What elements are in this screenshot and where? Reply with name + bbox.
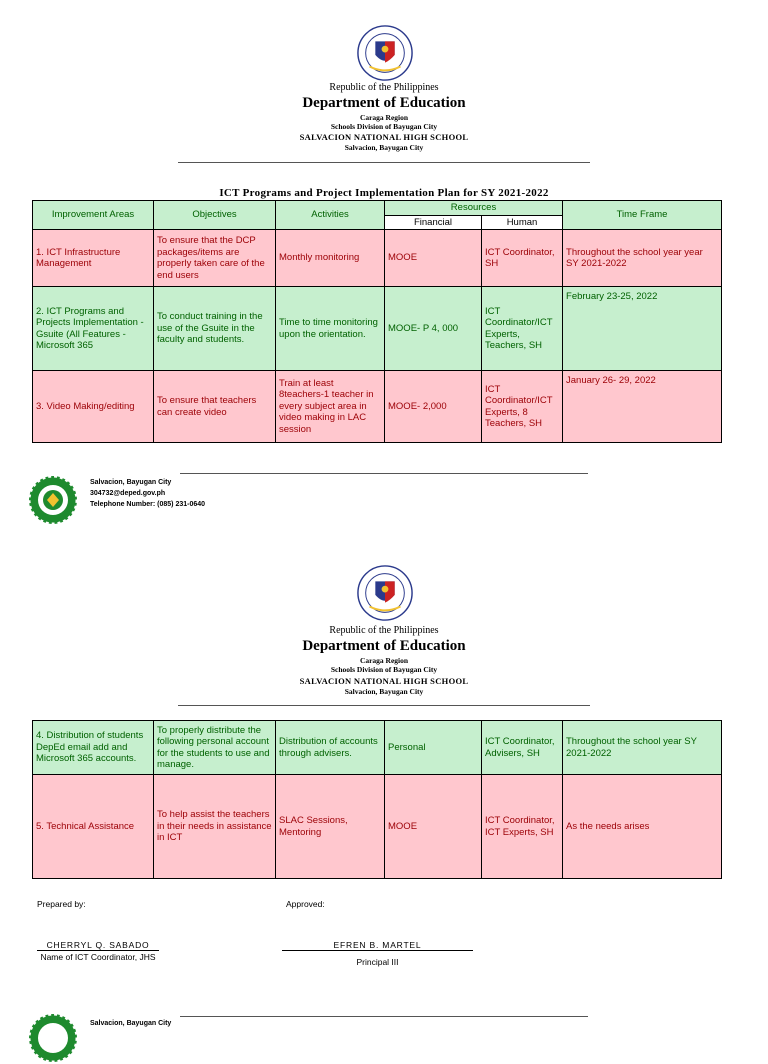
prepared-by-label: Prepared by: — [37, 899, 86, 909]
school-address: Salvacion, Bayugan City — [344, 687, 424, 696]
header-divider — [178, 705, 590, 706]
plan-table-page1 — [32, 200, 722, 443]
header-objectives: Objectives — [154, 201, 276, 230]
deped-seal-icon — [356, 564, 414, 622]
division-text: Schools Division of Bayugan City — [330, 122, 438, 131]
cell-activity: Time to time monitoring upon the orientation. — [276, 287, 385, 371]
approved-label: Approved: — [286, 899, 325, 909]
cell-financial: MOOE — [385, 230, 482, 287]
cell-human: ICT Coordinator, Advisers, SH — [482, 721, 563, 775]
cell-objective: To properly distribute the following personal account for the students to use and manage. — [154, 721, 276, 775]
cell-time-frame: February 23-25, 2022 — [563, 287, 722, 371]
cell-activity: Train at least 8teachers-1 teacher in every subject area in video making in LAC session — [276, 371, 385, 443]
plan-title: ICT Programs and Project Implementation Plan for SY 2021-2022 — [219, 187, 549, 199]
approved-signature-line — [282, 950, 473, 951]
footer-address: Salvacion, Bayugan City — [90, 1020, 172, 1027]
cell-financial: MOOE — [385, 775, 482, 879]
region-text: Caraga Region — [359, 656, 409, 665]
cell-area: 4. Distribution of students DepEd email add and Microsoft 365 accounts. — [33, 721, 154, 775]
footer-address: Salvacion, Bayugan City — [90, 479, 172, 486]
prepared-title: Name of ICT Coordinator, JHS — [40, 952, 156, 962]
plan-table-page2 — [32, 720, 722, 879]
footer-phone: Telephone Number: (085) 231-0640 — [90, 501, 206, 508]
school-address: Salvacion, Bayugan City — [344, 143, 424, 152]
deped-seal-icon — [356, 24, 414, 82]
cell-activity: Monthly monitoring — [276, 230, 385, 287]
region-text: Caraga Region — [359, 113, 409, 122]
cell-time-frame: Throughout the school year year SY 2021-2022 — [563, 230, 722, 287]
footer-email: 304732@deped.gov.ph — [90, 490, 166, 497]
header-time-frame: Time Frame — [563, 201, 722, 230]
school-name: SALVACION NATIONAL HIGH SCHOOL — [299, 132, 469, 142]
footer-contact — [90, 477, 205, 510]
school-logo-icon — [27, 474, 79, 526]
cell-activity: Distribution of accounts through advisers. — [276, 721, 385, 775]
cell-human: ICT Coordinator, SH — [482, 230, 563, 287]
department-title: Department of Education — [302, 638, 466, 654]
approved-name: EFREN B. MARTEL — [333, 940, 422, 950]
cell-financial: Personal — [385, 721, 482, 775]
prepared-name: CHERRYL Q. SABADO — [46, 940, 150, 950]
cell-human: ICT Coordinator/ICT Experts, 8 Teachers, SH — [482, 371, 563, 443]
header-human: Human — [482, 215, 563, 230]
cell-human: ICT Coordinator, ICT Experts, SH — [482, 775, 563, 879]
cell-human: ICT Coordinator/ICT Experts, Teachers, SH — [482, 287, 563, 371]
header-resources: Resources — [385, 201, 563, 216]
cell-objective: To help assist the teachers in their needs in assistance in ICT — [154, 775, 276, 879]
cell-financial: MOOE- 2,000 — [385, 371, 482, 443]
footer-divider — [180, 1016, 588, 1017]
republic-text: Republic of the Philippines — [329, 82, 439, 93]
cell-financial: MOOE- P 4, 000 — [385, 287, 482, 371]
header-activities: Activities — [276, 201, 385, 230]
table-row — [33, 775, 722, 879]
cell-time-frame: Throughout the school year SY 2021-2022 — [563, 721, 722, 775]
table-row — [33, 287, 722, 371]
school-logo-icon — [27, 1012, 79, 1064]
cell-area: 2. ICT Programs and Projects Implementation -Gsuite (All Features -Microsoft 365 — [33, 287, 154, 371]
table-row — [33, 371, 722, 443]
cell-time-frame: January 26- 29, 2022 — [563, 371, 722, 443]
prepared-signature-line — [37, 950, 159, 951]
cell-area: 5. Technical Assistance — [33, 775, 154, 879]
header-improvement-areas: Improvement Areas — [33, 201, 154, 230]
cell-objective: To ensure that the DCP packages/items are properly taken care of the end users — [154, 230, 276, 287]
cell-area: 3. Video Making/editing — [33, 371, 154, 443]
republic-text: Republic of the Philippines — [329, 625, 439, 636]
cell-objective: To conduct training in the use of the Gsuite in the faculty and students. — [154, 287, 276, 371]
school-name: SALVACION NATIONAL HIGH SCHOOL — [299, 676, 469, 686]
division-text: Schools Division of Bayugan City — [330, 665, 438, 674]
cell-time-frame: As the needs arises — [563, 775, 722, 879]
header-financial: Financial — [385, 215, 482, 230]
cell-objective: To ensure that teachers can create video — [154, 371, 276, 443]
cell-activity: SLAC Sessions, Mentoring — [276, 775, 385, 879]
table-row — [33, 721, 722, 775]
header-divider — [178, 162, 590, 163]
cell-area: 1. ICT Infrastructure Management — [33, 230, 154, 287]
department-title: Department of Education — [302, 95, 466, 111]
table-row — [33, 230, 722, 287]
footer-divider — [180, 473, 588, 474]
approved-title: Principal III — [356, 957, 399, 967]
